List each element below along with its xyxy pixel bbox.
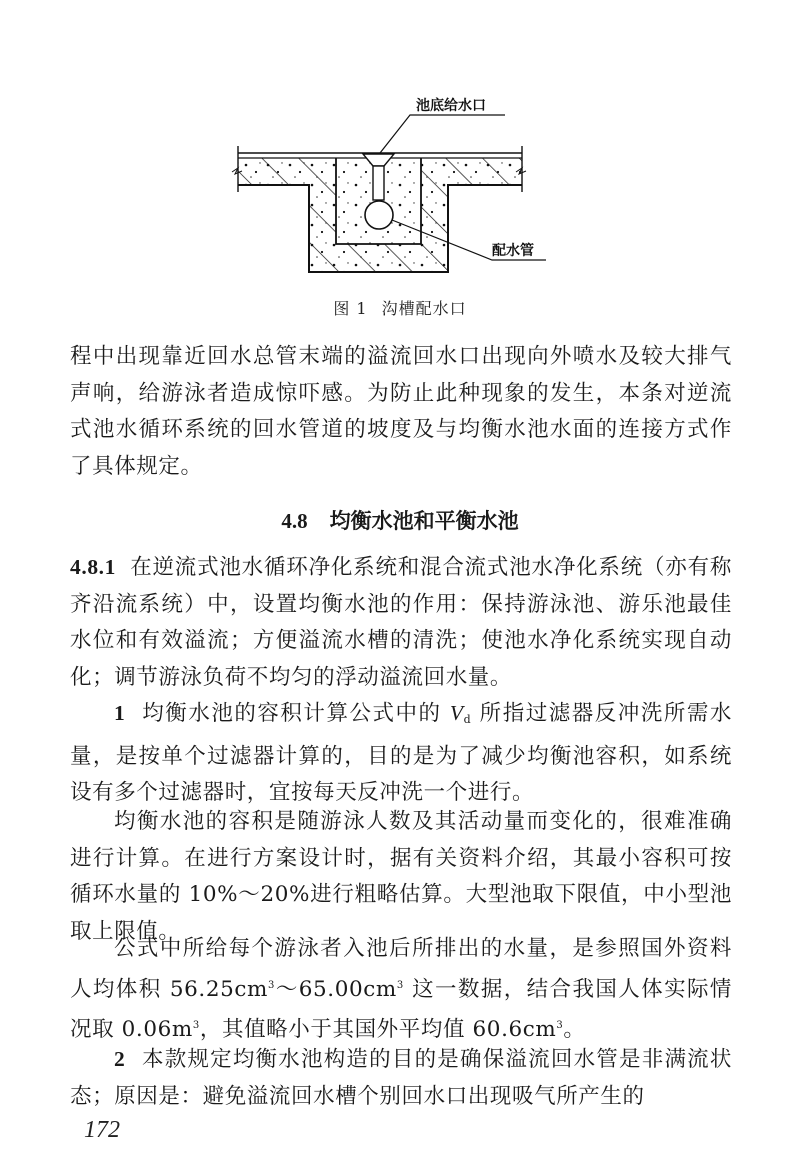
clause-4-8-1 <box>70 549 732 696</box>
text-seg: 。 <box>563 1017 586 1042</box>
variable-subscript: d <box>463 713 472 726</box>
text-seg: ～65.00cm <box>275 976 397 1002</box>
item-text-cont: 所指过滤器反冲洗所需水量，是按单个过滤器计算的，目的是为了减少均衡池容积，如系统设有多个过滤器时，宜按每天反冲洗一个进行。 <box>70 701 732 805</box>
figure-caption <box>0 296 800 319</box>
page-number: 172 <box>84 1117 120 1143</box>
item-1 <box>70 695 732 812</box>
section-heading <box>0 505 800 535</box>
figure-trench-water-inlet <box>220 80 580 320</box>
clause-text: 在逆流式池水循环净化系统和混合流式池水净化系统（亦有称齐沿流系统）中，设置均衡水池的作用：保持游泳池、游乐池最佳水位和有效溢流；方便溢流水槽的清洗；使池水净化系统实现自动化；调节游泳负荷不均匀的浮动溢流回水量。 <box>70 555 732 690</box>
superscript: 3 <box>396 979 404 991</box>
figure-number: 图 1 <box>333 299 368 318</box>
label-inlet: 池底给水口 <box>416 98 486 114</box>
item-number: 2 <box>114 1047 126 1071</box>
label-pipe: 配水管 <box>492 243 534 259</box>
superscript: 3 <box>192 1020 200 1031</box>
distribution-pipe <box>365 201 393 229</box>
text-seg: 这一数据，结合我国人体实际情况取 0.06m <box>70 976 732 1042</box>
superscript: 3 <box>556 1020 564 1031</box>
trench-diagram <box>220 80 580 320</box>
superscript: 3 <box>268 979 276 991</box>
section-number: 4.8 <box>281 509 308 533</box>
item-2 <box>70 1041 732 1115</box>
clause-number: 4.8.1 <box>70 555 116 579</box>
paragraph-text: 程中出现靠近回水总管末端的溢流回水口出现向外喷水及较大排气声响，给游泳者造成惊吓感。为防止此种现象的发生，本条对逆流式池水循环系统的回水管道的坡度及与均衡水池水面的连接方式作了具体规定。 <box>70 344 732 479</box>
paragraph-text: 均衡水池的容积是随游泳人数及其活动量而变化的，很难准确进行计算。在进行方案设计时，据有关资料介绍，其最小容积可按循环水量的 10%～20%进行粗略估算。大型池取下限值，中小型池取上限值。 <box>70 809 732 944</box>
text-seg: ，其值略小于其国外平均值 60.6cm <box>199 1017 557 1042</box>
item-text: 均衡水池的容积计算公式中的 <box>141 701 442 726</box>
paragraph-formula <box>70 931 732 1049</box>
variable-v: V <box>449 701 464 725</box>
text-seg: 公式中所给每个游泳者入池后所排出的水量，是参照国外资料人均体积 56.25cm <box>70 936 732 1002</box>
paragraph-continuation <box>70 339 732 485</box>
paragraph-volume <box>70 804 732 950</box>
section-title: 均衡水池和平衡水池 <box>329 509 519 533</box>
item-number: 1 <box>114 701 126 725</box>
figure-title: 沟槽配水口 <box>381 299 467 318</box>
item-text: 本款规定均衡水池构造的目的是确保溢流回水管是非满流状态；原因是：避免溢流回水槽个别回水口出现吸气所产生的 <box>70 1047 732 1109</box>
